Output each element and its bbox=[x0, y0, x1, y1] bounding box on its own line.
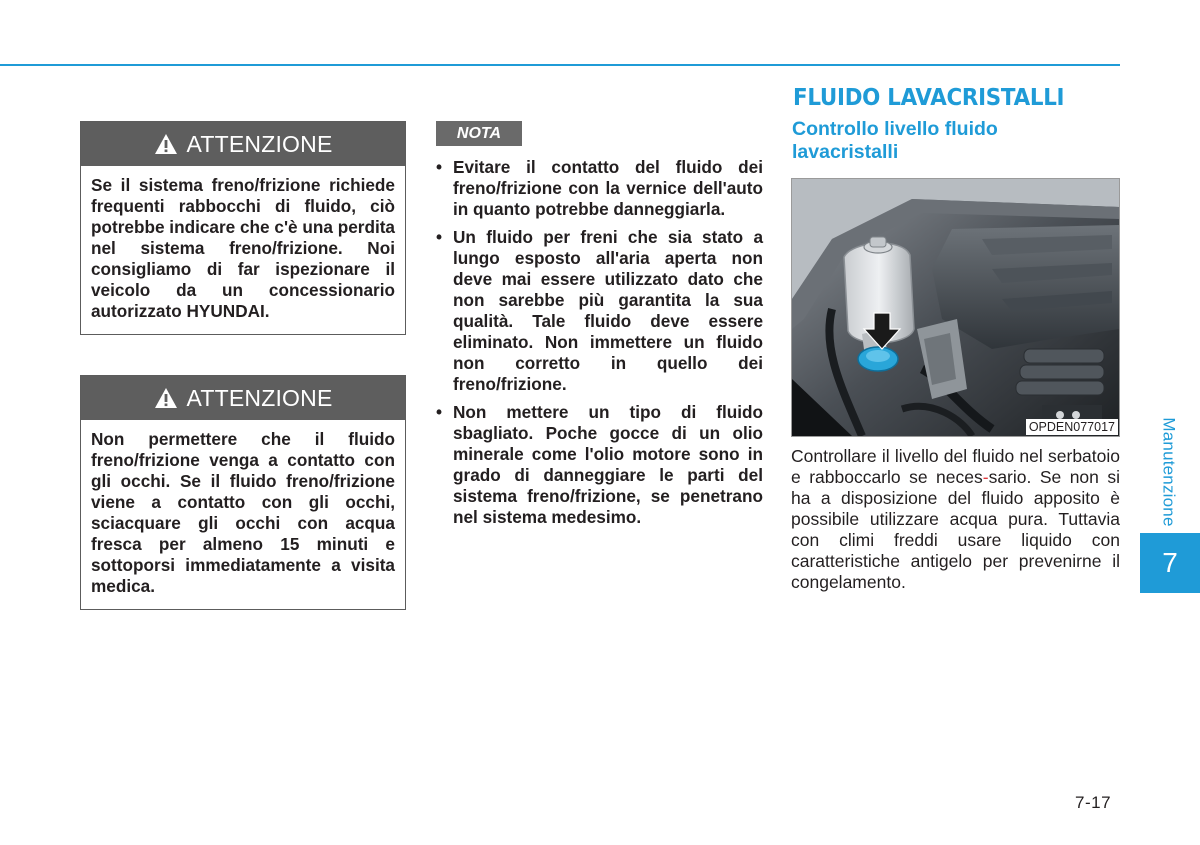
note-item bbox=[436, 402, 763, 528]
warning-header bbox=[81, 376, 405, 420]
note-item-text: Non mettere un tipo di fluido sbagliato. Poche gocce di un olio minerale come l'olio motore sono in grado di danneggiare le parti del sistema freno/frizione, se penetrano nel sistema medesimo. bbox=[453, 402, 763, 527]
body-text-part1: Controllare il livello del fluido nel serbatoio e rabboccarlo se neces bbox=[791, 446, 1120, 487]
warning-text: Non permettere che il fluido freno/frizione venga a contatto con gli occhi. Se il fluido freno/frizione viene a contatto con gli occhi, sciacquare gli occhi con acqua fresca per almeno 15 minuti e sottoporsi immediatamente a visita medica. bbox=[91, 429, 395, 596]
bullet: • bbox=[436, 227, 443, 247]
subsection-title: Controllo livello fluido lavacristalli bbox=[792, 118, 998, 163]
warning-triangle-icon bbox=[154, 133, 178, 155]
engine-bay-photo bbox=[791, 178, 1120, 437]
note-list bbox=[436, 157, 763, 535]
chapter-label bbox=[1155, 410, 1183, 534]
warning-header bbox=[81, 122, 405, 166]
bullet: • bbox=[436, 402, 443, 422]
note-item-text: Un fluido per freni che sia stato a lungo esposto all'aria aperta non deve mai essere utilizzato dato che non sarebbe più garantita la sua qualità. Tale fluido deve essere eliminato. Non immettere un fluido non corretto in quello dei freno/frizione. bbox=[453, 227, 763, 394]
warning-triangle-icon bbox=[154, 387, 178, 409]
engine-bay-illustration bbox=[792, 179, 1119, 436]
warning-title: ATTENZIONE bbox=[186, 130, 333, 157]
body-text-part2: sario. Se non si ha a disposizione del fluido apposito è possibile utilizzare acqua pura. Tuttavia con climi freddi usare liquido con caratteristiche antigelo per prevenirne il congelamento. bbox=[791, 467, 1120, 592]
warning-box-2 bbox=[80, 375, 406, 610]
note-item-text: Evitare il contatto del fluido dei freno/frizione con la vernice dell'auto in quanto potrebbe danneggiarla. bbox=[453, 157, 763, 219]
warning-box-1 bbox=[80, 121, 406, 335]
chapter-label-text: Manutenzione bbox=[1160, 417, 1180, 527]
body-paragraph bbox=[791, 446, 1120, 593]
bullet: • bbox=[436, 157, 443, 177]
image-reference-code: OPDEN077017 bbox=[1026, 419, 1118, 435]
note-item bbox=[436, 157, 763, 220]
warning-title: ATTENZIONE bbox=[186, 384, 333, 411]
note-tag: NOTA bbox=[436, 121, 522, 146]
section-title: FLUIDO LAVACRISTALLI bbox=[793, 85, 1065, 111]
warning-text: Se il sistema freno/frizione richiede frequenti rabbocchi di fluido, ciò potrebbe indicare che c'è una perdita nel sistema freno/frizione. Noi consigliamo di far ispezionare il veicolo da un concessionario autorizzato HYUNDAI. bbox=[91, 175, 395, 321]
header-rule bbox=[0, 64, 1120, 66]
hyphen-mark: - bbox=[982, 467, 989, 487]
note-item bbox=[436, 227, 763, 395]
page-number: 7-17 bbox=[1075, 793, 1112, 812]
chapter-number-tab: 7 bbox=[1140, 533, 1200, 593]
